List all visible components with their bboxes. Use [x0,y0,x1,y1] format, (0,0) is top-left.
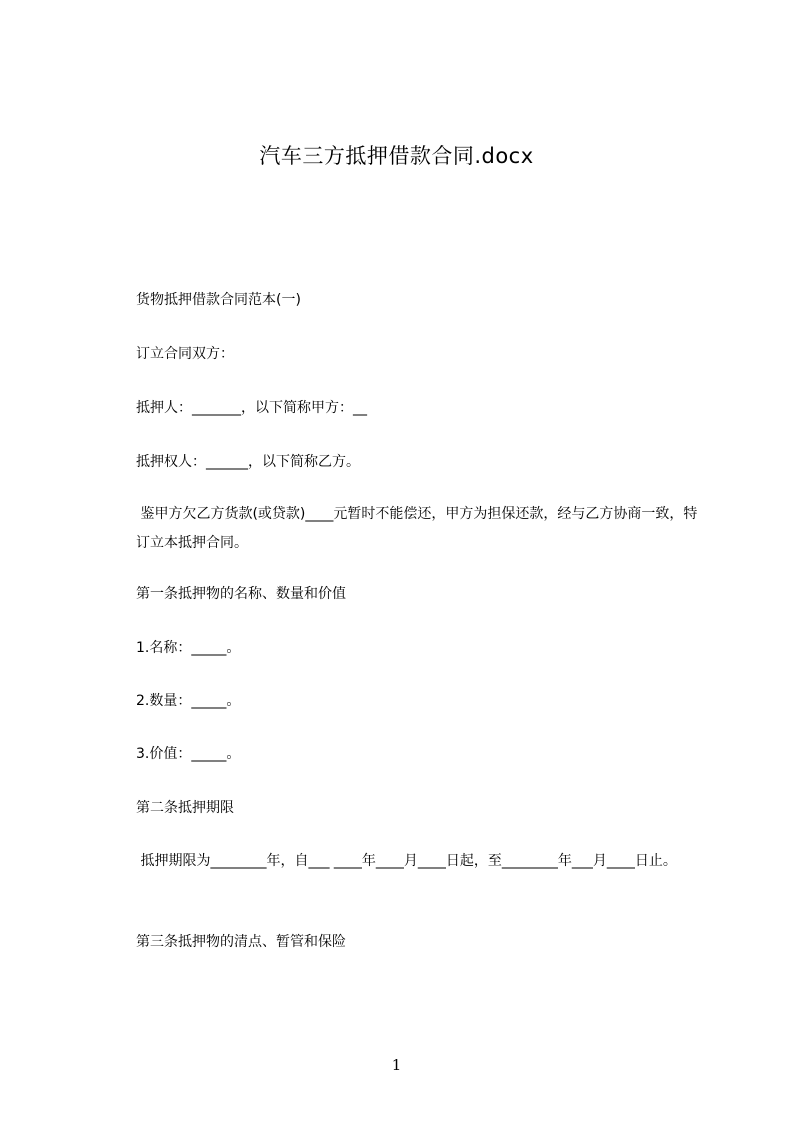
document-title: 汽车三方抵押借款合同.docx [259,144,534,168]
page-number: 1 [391,1056,402,1074]
paragraph-article-1-heading: 第一条抵押物的名称、数量和价值 [136,586,346,602]
paragraph-mortgagor: 抵押人：_______，以下简称甲方：__ [136,400,367,416]
paragraph-mortgagee: 抵押权人：______，以下简称乙方。 [136,454,360,470]
paragraph-item-name: 1.名称：_____。 [136,640,241,656]
paragraph-contract-heading: 货物抵押借款合同范本(一) [136,292,301,308]
paragraph-preamble: 鉴甲方欠乙方货款(或贷款)____元暂时不能偿还，甲方为担保还款，经与乙方协商一致，特订立本抵押合同。 [136,506,698,551]
paragraph-item-value: 3.价值：_____。 [136,746,241,762]
paragraph-article-2-heading: 第二条抵押期限 [136,800,234,816]
paragraph-parties-intro: 订立合同双方： [136,346,234,362]
paragraph-mortgage-term: 抵押期限为________年，自___ ____年____月____日起，至________年___月____日止。 [136,853,677,869]
paragraph-item-quantity: 2.数量：_____。 [136,693,241,709]
paragraph-article-3-heading: 第三条抵押物的清点、暂管和保险 [136,934,346,950]
